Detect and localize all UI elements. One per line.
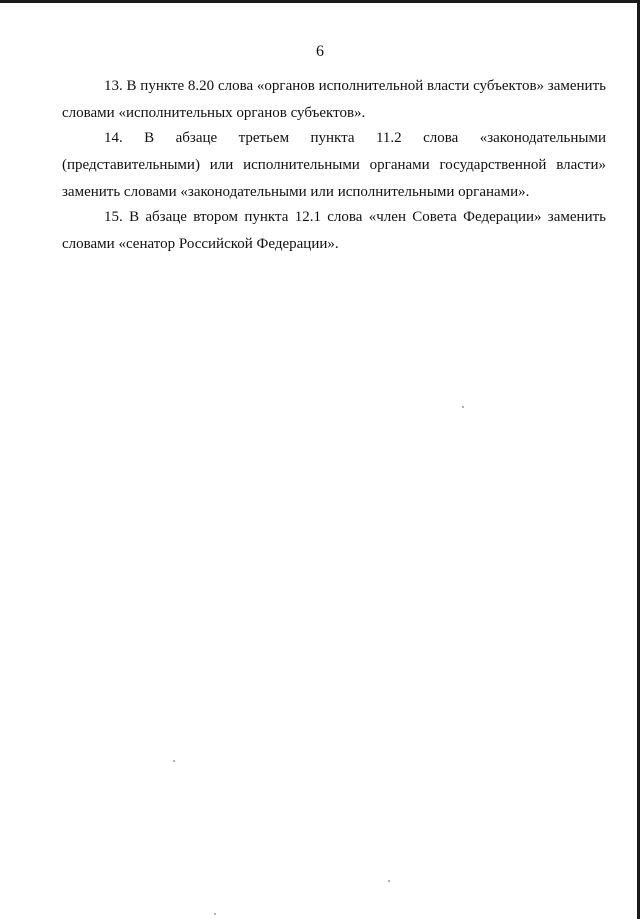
- scan-speck: [214, 913, 216, 915]
- paragraph-14: 14. В абзаце третьем пункта 11.2 слова «законодательными (представительными) или исполнительными органами государственной власти» заменить словами «законодательными или исполнительными органами».: [62, 130, 606, 200]
- paragraph-15: 15. В абзаце втором пункта 12.1 слова «член Совета Федерации» заменить словами «сенатор Российской Федерации».: [62, 209, 606, 252]
- scan-speck: [173, 760, 175, 762]
- scan-border-top: [0, 0, 640, 3]
- page-number: 6: [316, 43, 324, 60]
- scan-speck: [388, 880, 390, 882]
- paragraph-13: 13. В пункте 8.20 слова «органов исполнительной власти субъектов» заменить словами «исполнительных органов субъектов».: [62, 78, 606, 121]
- scan-speck: [462, 406, 464, 408]
